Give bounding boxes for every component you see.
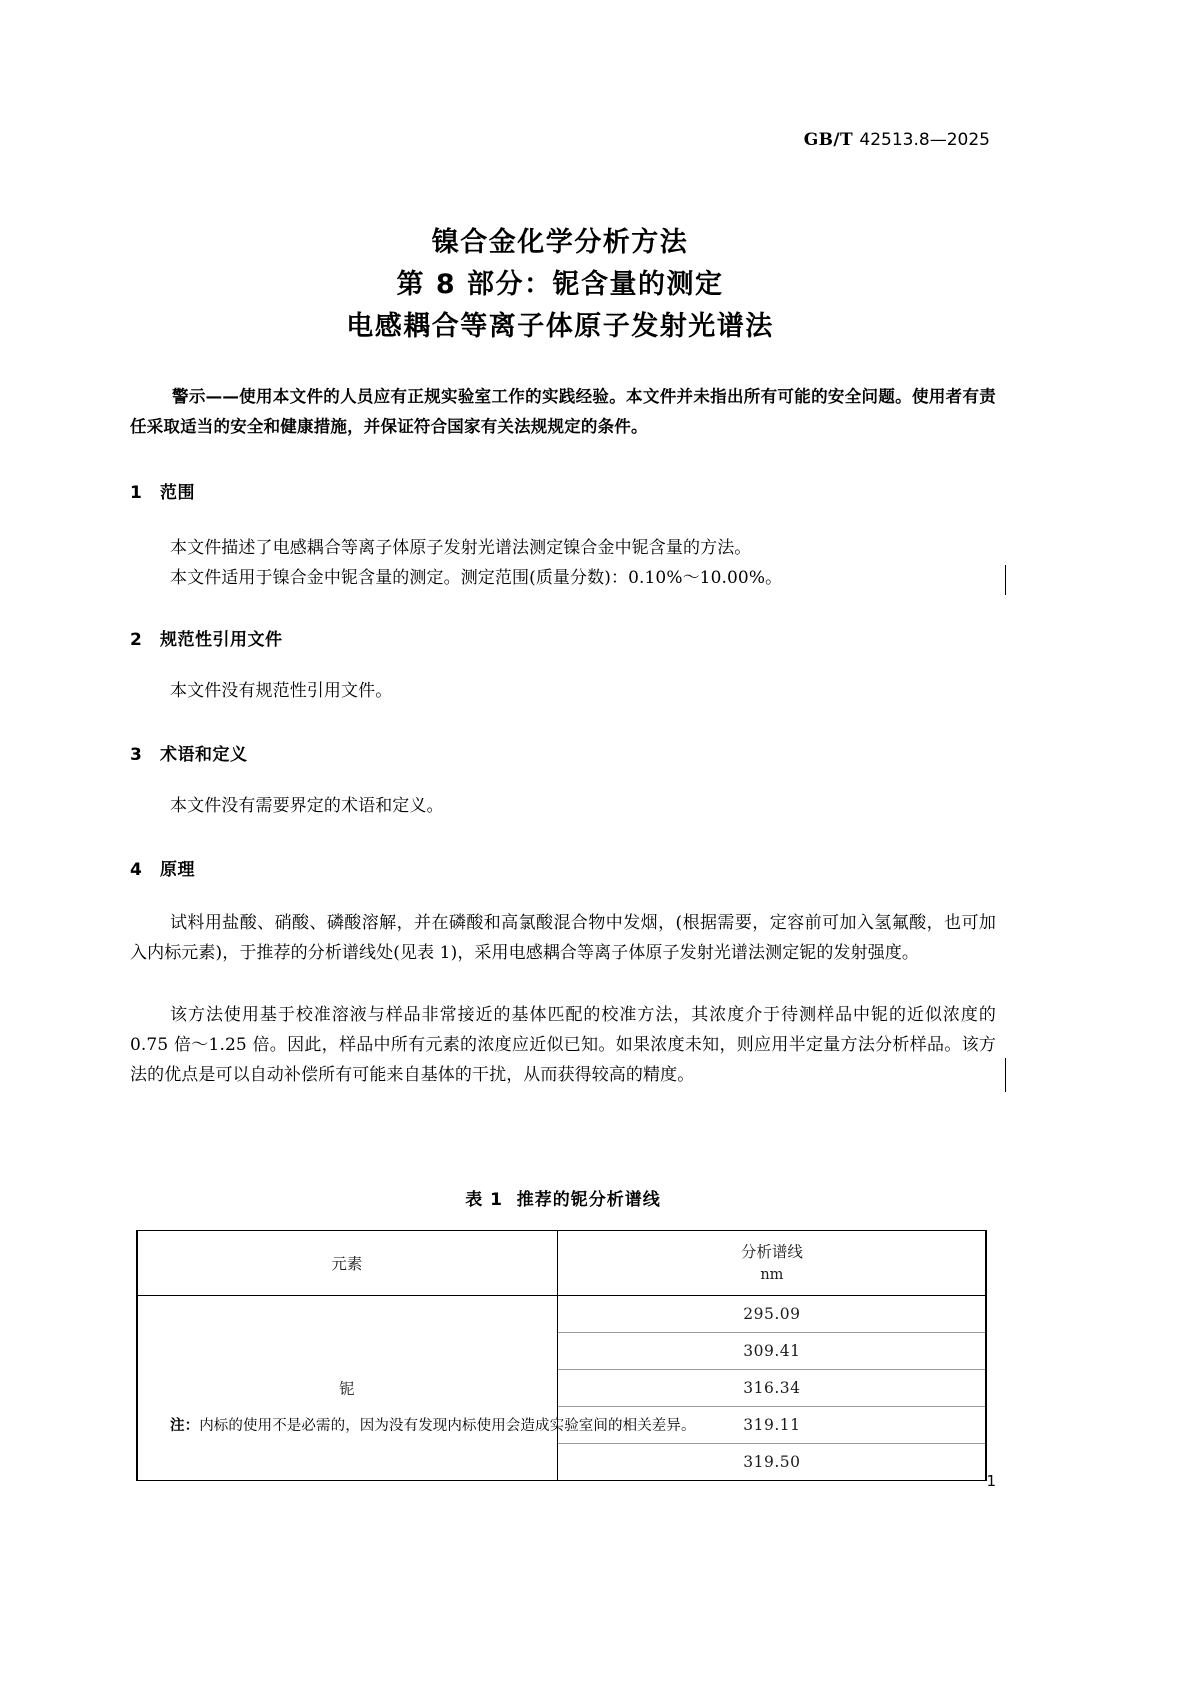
clause-heading-4: [130, 855, 996, 880]
table-row: [137, 1296, 986, 1333]
table-cell-wavelength: 316.34: [557, 1370, 986, 1407]
table-caption: [130, 1185, 996, 1210]
clause-1-paragraph-1: 本文件描述了电感耦合等离子体原子发射光谱法测定镍合金中铌含量的方法。: [170, 538, 752, 558]
clause-title-1: 范围: [160, 483, 195, 503]
table-header-analysis-line: [557, 1231, 986, 1296]
table-cell-wavelength: 319.11: [557, 1407, 986, 1444]
title-line-3: 电感耦合等离子体原子发射光谱法: [346, 311, 774, 342]
clause-number-1: 1: [130, 483, 143, 503]
change-bar: [1005, 1058, 1006, 1092]
clause-heading-2: [130, 625, 996, 650]
page-header: [130, 130, 990, 150]
page-number: 1: [986, 1472, 996, 1490]
table-header-element: 元素: [137, 1231, 557, 1296]
header-standard-number: 42513.8—2025: [859, 130, 990, 150]
clause-heading-1: [130, 478, 996, 503]
table-header-row: [137, 1231, 986, 1296]
table-cell-wavelength: 295.09: [557, 1296, 986, 1333]
table-note-label: 注：: [170, 1417, 200, 1434]
clause-title-2: 规范性引用文件: [160, 630, 283, 650]
table-note: [130, 1414, 996, 1438]
clause-number-4: 4: [130, 860, 143, 880]
table-cell-wavelength: 309.41: [557, 1333, 986, 1370]
clause-title-4: 原理: [160, 860, 195, 880]
table-note-text: 内标的使用不是必需的，因为没有发现内标使用会造成实验室间的相关差异。: [199, 1418, 696, 1434]
clause-number-2: 2: [130, 630, 143, 650]
clause-number-3: 3: [130, 745, 143, 765]
table-caption-title: 推荐的铌分析谱线: [516, 1190, 661, 1210]
table-cell-element-name: 铌: [137, 1296, 557, 1481]
title-line-1: 镍合金化学分析方法: [431, 227, 689, 258]
header-standard-prefix: GB/T: [803, 130, 854, 150]
clause-3-paragraph-1: 本文件没有需要界定的术语和定义。: [170, 796, 444, 816]
clause-title-3: 术语和定义: [160, 745, 248, 765]
spectral-line-table: [137, 1230, 986, 1481]
table-header-line-main: 分析谱线: [740, 1243, 803, 1261]
change-bar: [1005, 565, 1006, 595]
table-caption-label: 表 1: [465, 1190, 503, 1210]
title-line-2: 第 8 部分：铌含量的测定: [396, 269, 724, 300]
clause-2-paragraph-1: 本文件没有规范性引用文件。: [170, 681, 393, 701]
document-title: [130, 222, 990, 348]
clause-4-paragraph-1: 试料用盐酸、硝酸、磷酸溶解，并在磷酸和高氯酸混合物中发烟，(根据需要，定容前可加入氢氟酸，也可加入内标元素)，于推荐的分析谱线处(见表 1)，采用电感耦合等离子体原子发射光谱法测定铌的发射强度。: [130, 913, 996, 963]
clause-heading-3: [130, 740, 996, 765]
warning-statement: 警示——使用本文件的人员应有正规实验室工作的实践经验。本文件并未指出所有可能的安全问题。使用者有责任采取适当的安全和健康措施，并保证符合国家有关法规规定的条件。: [130, 387, 996, 436]
clause-4-paragraph-2: 该方法使用基于校准溶液与样品非常接近的基体匹配的校准方法，其浓度介于待测样品中铌的近似浓度的 0.75 倍～1.25 倍。因此，样品中所有元素的浓度应近似已知。如果浓度未知，则应用半定量方法分析样品。该方法的优点是可以自动补偿所有可能来自基体的干扰，从而获得较高的精度。: [130, 1005, 996, 1085]
clause-1-paragraph-2: 本文件适用于镍合金中铌含量的测定。测定范围(质量分数)：0.10%～10.00%。: [170, 568, 783, 588]
table-header-line-unit: nm: [760, 1267, 784, 1283]
table-cell-wavelength: 319.50: [557, 1444, 986, 1481]
spectral-line-table-wrap: [137, 1230, 986, 1481]
